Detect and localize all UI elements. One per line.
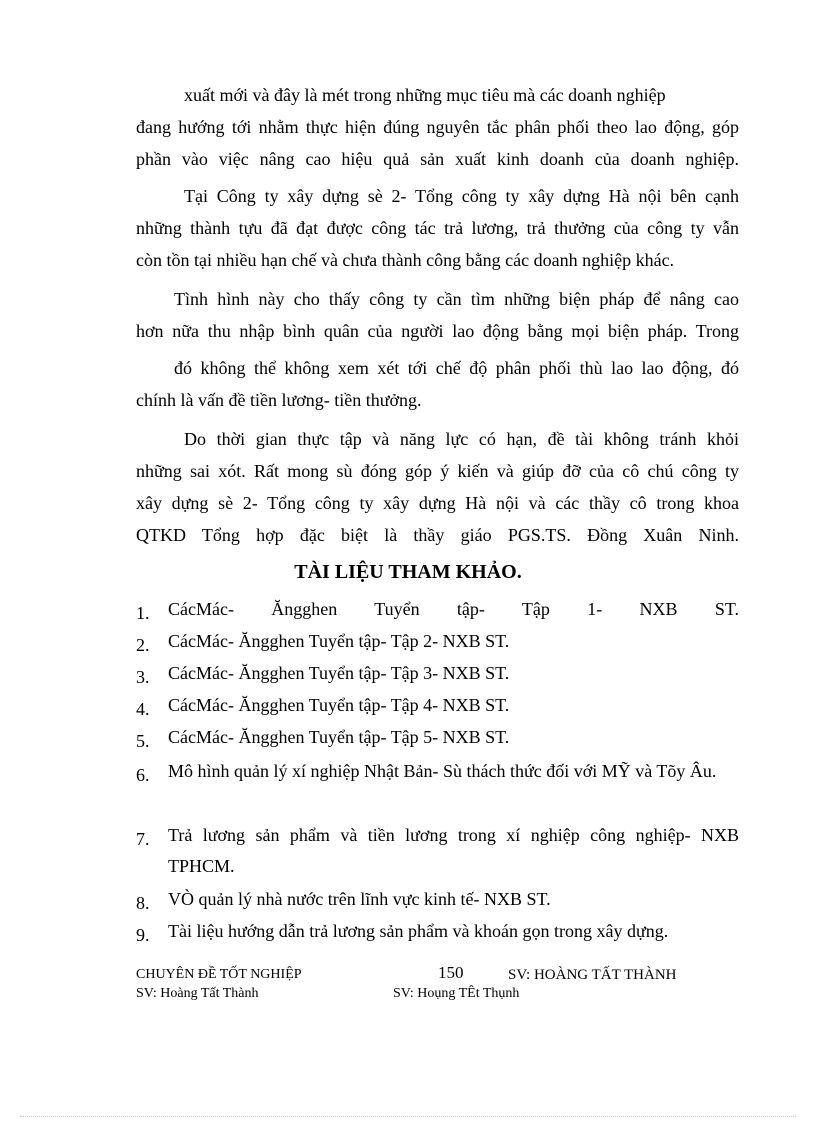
body-line: những sai xót. Rất mong sù đóng góp ý kiến và giúp đỡ của cô chú công ty [136,461,739,481]
references-title: TÀI LIỆU THAM KHẢO. [294,561,522,583]
list-text: CácMác- Ăngghen Tuyển tập- Tập 1- NXB ST. [168,599,739,619]
body-line: xây dựng sè 2- Tổng công ty xây dựng Hà nội và các thầy cô trong khoa [136,493,739,513]
list-number: 1. [136,603,150,623]
list-text: Trả lương sản phẩm và tiền lương trong xí nghiệp công nghiệp- NXB TPHCM. [168,825,739,876]
body-line: đang hướng tới nhằm thực hiện đúng nguyên tắc phân phối theo lao động, góp [136,117,739,137]
footer-mid-bottom: SV: Hoụng TÊt Thụnh [393,986,520,1001]
list-number: 6. [136,765,150,785]
page-edge-divider [20,1116,796,1117]
body-line: còn tồn tại nhiều hạn chế và chưa thành công bằng các doanh nghiệp khác. [136,250,675,270]
list-text: CácMác- Ăngghen Tuyển tập- Tập 3- NXB ST. [168,663,510,683]
list-text: CácMác- Ăngghen Tuyển tập- Tập 4- NXB ST. [168,695,510,715]
list-text: Mô hình quản lý xí nghiệp Nhật Bản- Sù thách thức đối với MỸ và Tõy Âu. [168,761,717,781]
list-number: 4. [136,699,150,719]
list-number: 9. [136,925,150,945]
body-line: Tình hình này cho thấy công ty cần tìm những biện pháp để nâng cao [174,289,739,309]
list-number: 5. [136,731,150,751]
list-number: 3. [136,667,150,687]
body-line: chính là vấn đề tiền lương- tiền thưởng. [136,390,422,410]
body-line: Tại Công ty xây dựng sè 2- Tổng công ty xây dựng Hà nội bên cạnh [184,186,739,206]
body-line: Do thời gian thực tập và năng lực có hạn, đề tài không tránh khỏi [184,429,739,449]
list-number: 7. [136,829,150,849]
body-line: những thành tựu đã đạt được công tác trả lương, trả thưởng của công ty vẫn [136,218,739,238]
footer-left-top: CHUYÊN ĐỀ TỐT NGHIỆP [136,967,302,982]
page-number: 150 [438,963,464,982]
footer-left-bottom: SV: Hoàng Tất Thành [136,986,259,1001]
list-text: VÒ quản lý nhà nước trên lĩnh vực kinh tế- NXB ST. [168,889,551,909]
body-line: phần vào việc nâng cao hiệu quả sản xuất kinh doanh của doanh nghiệp. [136,149,739,169]
body-line: xuất mới và đây là mét trong những mục tiêu mà các doanh nghiệp [184,85,666,105]
list-number: 2. [136,635,150,655]
list-text: CácMác- Ăngghen Tuyển tập- Tập 5- NXB ST. [168,727,510,747]
list-text: Tài liệu hướng dẫn trả lương sản phẩm và khoán gọn trong xây dựng. [168,921,669,941]
list-number: 8. [136,893,150,913]
body-line: QTKD Tổng hợp đặc biệt là thầy giáo PGS.TS. Đồng Xuân Ninh. [136,525,739,545]
body-line: đó không thể không xem xét tới chế độ phân phối thù lao lao động, đó [174,358,739,378]
footer-right-top: SV: HOÀNG TẤT THÀNH [508,967,677,983]
body-line: hơn nữa thu nhập bình quân của người lao động bằng mọi biện pháp. Trong [136,321,739,341]
list-text: CácMác- Ăngghen Tuyển tập- Tập 2- NXB ST. [168,631,510,651]
